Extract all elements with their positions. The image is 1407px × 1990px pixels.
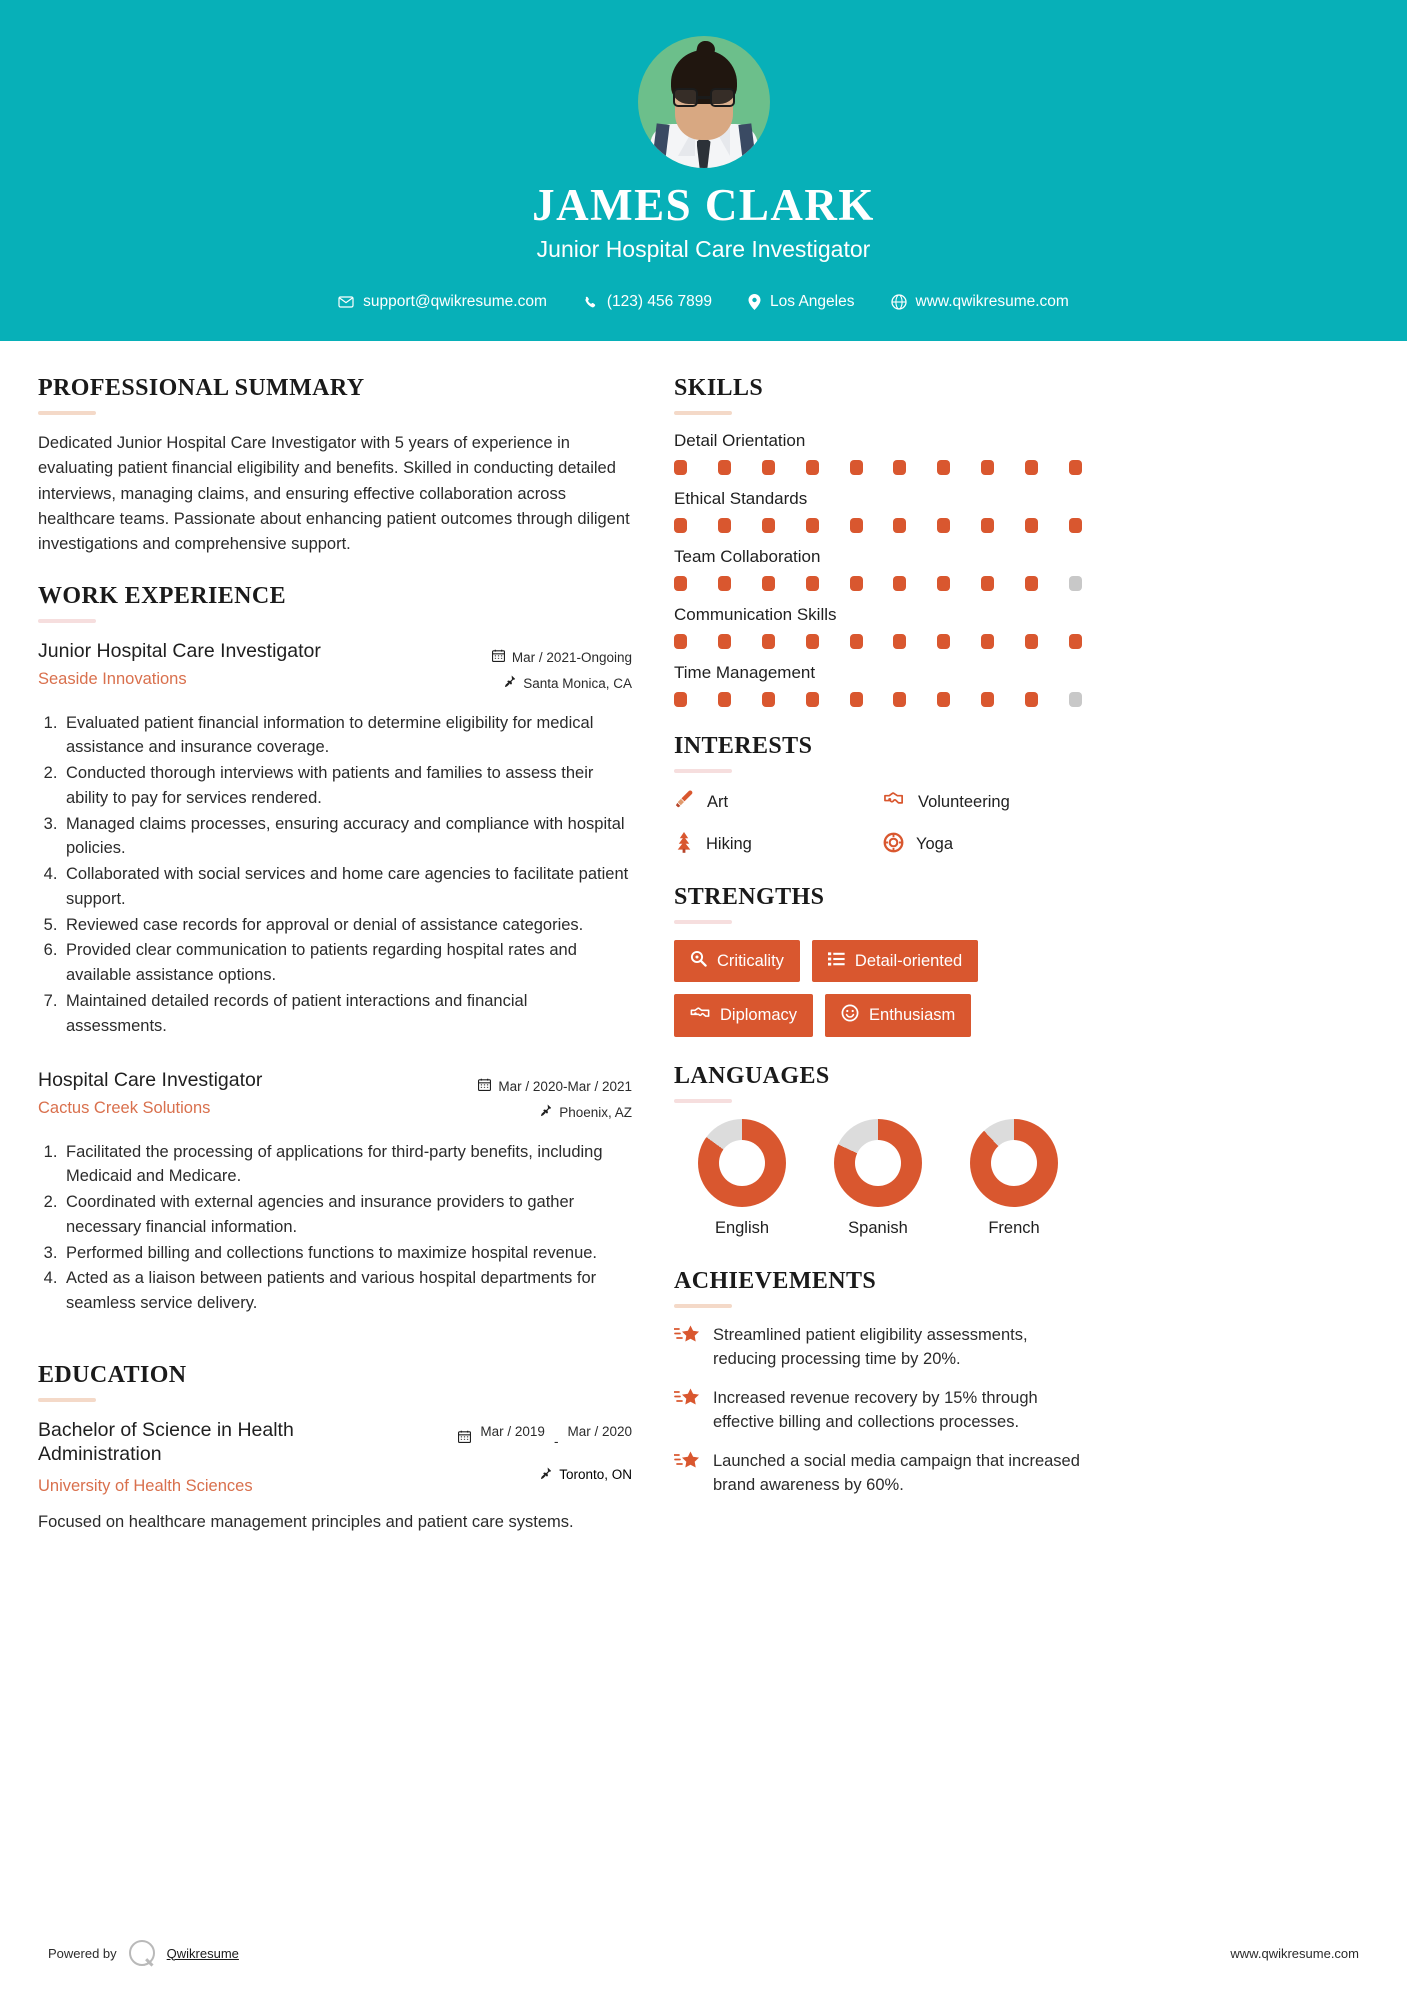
education-school: University of Health Sciences [38,1476,253,1495]
footer-brand-link[interactable]: Qwikresume [166,1945,239,1961]
job-company: Seaside Innovations [38,669,187,688]
list-item: 1. Facilitated the processing of applications for third-party benefits, including Medicaid and Medicare. [62,1140,632,1190]
paintbrush-icon [674,789,695,815]
lifebuoy-icon [883,832,904,858]
skill-dot [850,634,863,649]
search-icon [690,950,707,972]
skill-dot [718,692,731,707]
interest-label: Art [707,792,729,811]
handshake-icon [690,1005,710,1027]
job-dates [478,1074,632,1100]
footer-powered-by: Powered by [48,1945,117,1961]
skill-dot [762,460,775,475]
skill-dot [893,634,906,649]
skill-dot [850,518,863,533]
language-item [970,1119,1058,1238]
job-location-text: Phoenix, AZ [559,1105,632,1121]
achievement-item [674,1450,1082,1498]
skill-dot [762,576,775,591]
skill-dot [893,692,906,707]
skill-dot [806,634,819,649]
list-item: 4. Collaborated with social services and home care agencies to facilitate patient support. [62,862,632,912]
strength-label: Detail-oriented [854,951,963,970]
section-strengths [674,884,1082,1037]
right-column [674,375,1082,1513]
contact-phone-text: (123) 456 7899 [606,293,713,311]
skill-rating-row [674,692,1082,707]
skill-dot [981,634,994,649]
contact-website[interactable] [873,293,1087,311]
skill-rating-row [674,518,1082,533]
section-rule [38,411,96,415]
language-label: English [714,1219,770,1238]
list-icon [828,951,845,972]
list-item: 1. Evaluated patient financial information to determine eligibility for medical assistance and insurance coverage. [62,711,632,761]
skill-label: Detail Orientation [674,431,806,451]
skill-dot [718,460,731,475]
envelope-icon [338,294,354,310]
strength-chip-diplomacy[interactable] [674,994,813,1037]
language-label: French [988,1219,1040,1238]
skill-dot [674,460,687,475]
job-dates [492,645,632,671]
list-item: 2. Coordinated with external agencies and insurance providers to gather necessary financial information. [62,1190,632,1240]
education-title: EDUCATION [38,1361,187,1388]
footer [0,1916,1407,1990]
skill-dot [1069,634,1082,649]
location-pin-icon [748,294,761,310]
skill-dot [762,634,775,649]
interest-label: Volunteering [918,792,1010,811]
interest-hiking [674,831,873,858]
skill-label: Team Collaboration [674,547,821,567]
section-education [38,1362,632,1535]
skill-dot [674,692,687,707]
skills-title: SKILLS [674,375,764,402]
section-rule [674,1099,732,1103]
contact-website-text: www.qwikresume.com [915,293,1069,311]
section-rule [674,769,732,773]
skill-dot [937,518,950,533]
interest-label: Yoga [916,835,954,854]
interest-yoga [883,831,1082,858]
skill-label: Communication Skills [674,605,837,625]
achievement-text: Launched a social media campaign that increased brand awareness by 60%. [713,1451,1080,1494]
skill-dot [893,576,906,591]
skill-dot [1069,518,1082,533]
interest-label: Hiking [706,835,752,854]
skill-dot [1069,460,1082,475]
skill-rating-row [674,460,1082,475]
skill-dot [806,576,819,591]
skill-dot [718,634,731,649]
section-skills [674,375,1082,707]
shooting-star-icon [674,1324,700,1351]
language-donut-chart [970,1119,1058,1207]
education-dates [458,1418,632,1451]
list-item: 5. Reviewed case records for approval or denial of assistance categories. [62,913,632,938]
skill-label: Ethical Standards [674,489,808,509]
summary-text: Dedicated Junior Hospital Care Investigator with 5 years of experience in evaluating patient financial eligibility and benefits. Skilled in conducting detailed interviews, managing claims, and ensuring effective collaboration across healthcare teams. Passionate about enhancing patient outcomes through diligent investigations and comprehensive support. [38,434,630,554]
footer-website[interactable]: www.qwikresume.com [1230,1945,1359,1961]
skill-dot [1025,576,1038,591]
contact-email[interactable] [320,293,565,311]
skill-dot [674,634,687,649]
strengths-title: STRENGTHS [674,884,825,911]
skill-dot [893,518,906,533]
skill-dot [1069,576,1082,591]
list-item: 6. Provided clear communication to patients regarding hospital rates and available assistance options. [62,938,632,988]
strength-label: Diplomacy [720,1006,798,1025]
skill-dot [937,634,950,649]
section-rule [674,920,732,924]
left-column [38,375,632,1534]
language-item [834,1119,922,1238]
list-item: 7. Maintained detailed records of patient interactions and financial assessments. [62,989,632,1039]
smiley-icon [841,1004,859,1027]
list-item: 2. Conducted thorough interviews with patients and families to assess their ability to pay for services rendered. [62,761,632,811]
header-job-title: Junior Hospital Care Investigator [536,236,871,263]
resume-header [0,0,1407,341]
job-location-text: Santa Monica, CA [523,676,632,692]
skill-dot [1025,460,1038,475]
skill-rating-row [674,634,1082,649]
language-donut-chart [698,1119,786,1207]
section-work-experience [38,583,632,1316]
skill-rating-row [674,576,1082,591]
achievements-title: ACHIEVEMENTS [674,1268,877,1295]
job-bullets [62,711,632,1039]
achievement-text: Increased revenue recovery by 15% through effective billing and collections processes. [713,1389,1038,1432]
shooting-star-icon [674,1387,700,1414]
pushpin-icon [540,1100,552,1126]
handshake-icon [883,789,906,815]
job-role: Junior Hospital Care Investigator [38,640,321,663]
education-date-start: Mar / 2019 [480,1423,545,1439]
language-item [698,1119,786,1238]
skill-dot [762,518,775,533]
skill-dot [718,576,731,591]
pushpin-icon [540,1467,552,1483]
section-interests [674,733,1082,858]
skill-label: Time Management [674,663,816,683]
skill-dot [981,518,994,533]
skill-dot [937,692,950,707]
languages-title: LANGUAGES [674,1063,830,1090]
contact-location-text: Los Angeles [770,293,855,311]
achievement-item [674,1324,1082,1372]
work-entry [38,1068,632,1316]
contact-row [0,293,1407,311]
languages-list [674,1119,1082,1238]
work-entry [38,639,632,1038]
job-location [478,1100,632,1126]
skill-dot [850,460,863,475]
shooting-star-icon [674,1450,700,1477]
interest-art [674,789,873,815]
language-donut-chart [834,1119,922,1207]
strength-chip-detail-oriented[interactable] [812,940,978,982]
calendar-icon [492,645,505,671]
section-rule [38,1398,96,1402]
globe-icon [891,294,907,310]
page-title: JAMES CLARK [532,180,875,230]
skill-dot [981,576,994,591]
skill-dot [1025,518,1038,533]
contact-email-text: support@qwikresume.com [363,293,547,311]
section-rule [38,619,96,623]
skill-dot [1025,634,1038,649]
section-rule [674,411,732,415]
avatar [638,36,770,168]
skill-dot [1025,692,1038,707]
job-dates-text: Mar / 2021-Ongoing [511,650,632,666]
job-role: Hospital Care Investigator [38,1069,263,1092]
skill-dot [981,460,994,475]
interests-title: INTERESTS [674,733,813,760]
contact-location[interactable] [730,293,872,311]
skill-dot [718,518,731,533]
phone-icon [583,295,598,310]
contact-phone[interactable] [565,293,730,311]
date-separator: - [553,1433,559,1449]
education-date-end: Mar / 2020 [567,1423,632,1439]
skill-dot [850,576,863,591]
education-location [458,1467,632,1483]
calendar-icon [478,1074,491,1100]
list-item: 4. Acted as a liaison between patients and various hospital departments for seamless service delivery. [62,1266,632,1316]
job-bullets [62,1140,632,1316]
education-location-text: Toronto, ON [559,1467,632,1483]
section-rule [674,1304,732,1308]
job-location [492,671,632,697]
skill-dot [850,692,863,707]
summary-title: PROFESSIONAL SUMMARY [38,375,365,402]
section-professional-summary [38,375,632,557]
job-dates-text: Mar / 2020-Mar / 2021 [498,1079,632,1095]
skill-dot [674,518,687,533]
pine-tree-icon [674,831,694,858]
strength-chip-enthusiasm[interactable] [825,994,971,1037]
skill-dot [806,460,819,475]
strength-label: Criticality [717,951,784,970]
skill-dot [806,518,819,533]
achievement-text: Streamlined patient eligibility assessments, reducing processing time by 20%. [713,1326,1028,1369]
achievement-item [674,1387,1082,1435]
skill-dot [893,460,906,475]
skill-dot [762,692,775,707]
calendar-icon [458,1424,471,1448]
work-title: WORK EXPERIENCE [38,583,287,610]
job-company: Cactus Creek Solutions [38,1098,211,1117]
interest-volunteering [883,789,1082,815]
section-achievements [674,1268,1082,1498]
skill-dot [674,576,687,591]
skills-list [674,431,1082,707]
strength-chip-criticality[interactable] [674,940,800,982]
language-label: Spanish [848,1219,908,1238]
strength-label: Enthusiasm [869,1006,956,1025]
skill-dot [806,692,819,707]
section-languages [674,1063,1082,1238]
qwikresume-logo-icon [129,1940,155,1966]
skill-dot [937,460,950,475]
skill-dot [981,692,994,707]
pushpin-icon [504,671,516,697]
list-item: 3. Managed claims processes, ensuring accuracy and compliance with hospital policies. [62,812,632,862]
list-item: 3. Performed billing and collections functions to maximize hospital revenue. [62,1241,632,1266]
skill-dot [1069,692,1082,707]
skill-dot [937,576,950,591]
education-degree: Bachelor of Science in Health Administration [38,1418,294,1466]
education-description: Focused on healthcare management principles and patient care systems. [38,1512,574,1531]
